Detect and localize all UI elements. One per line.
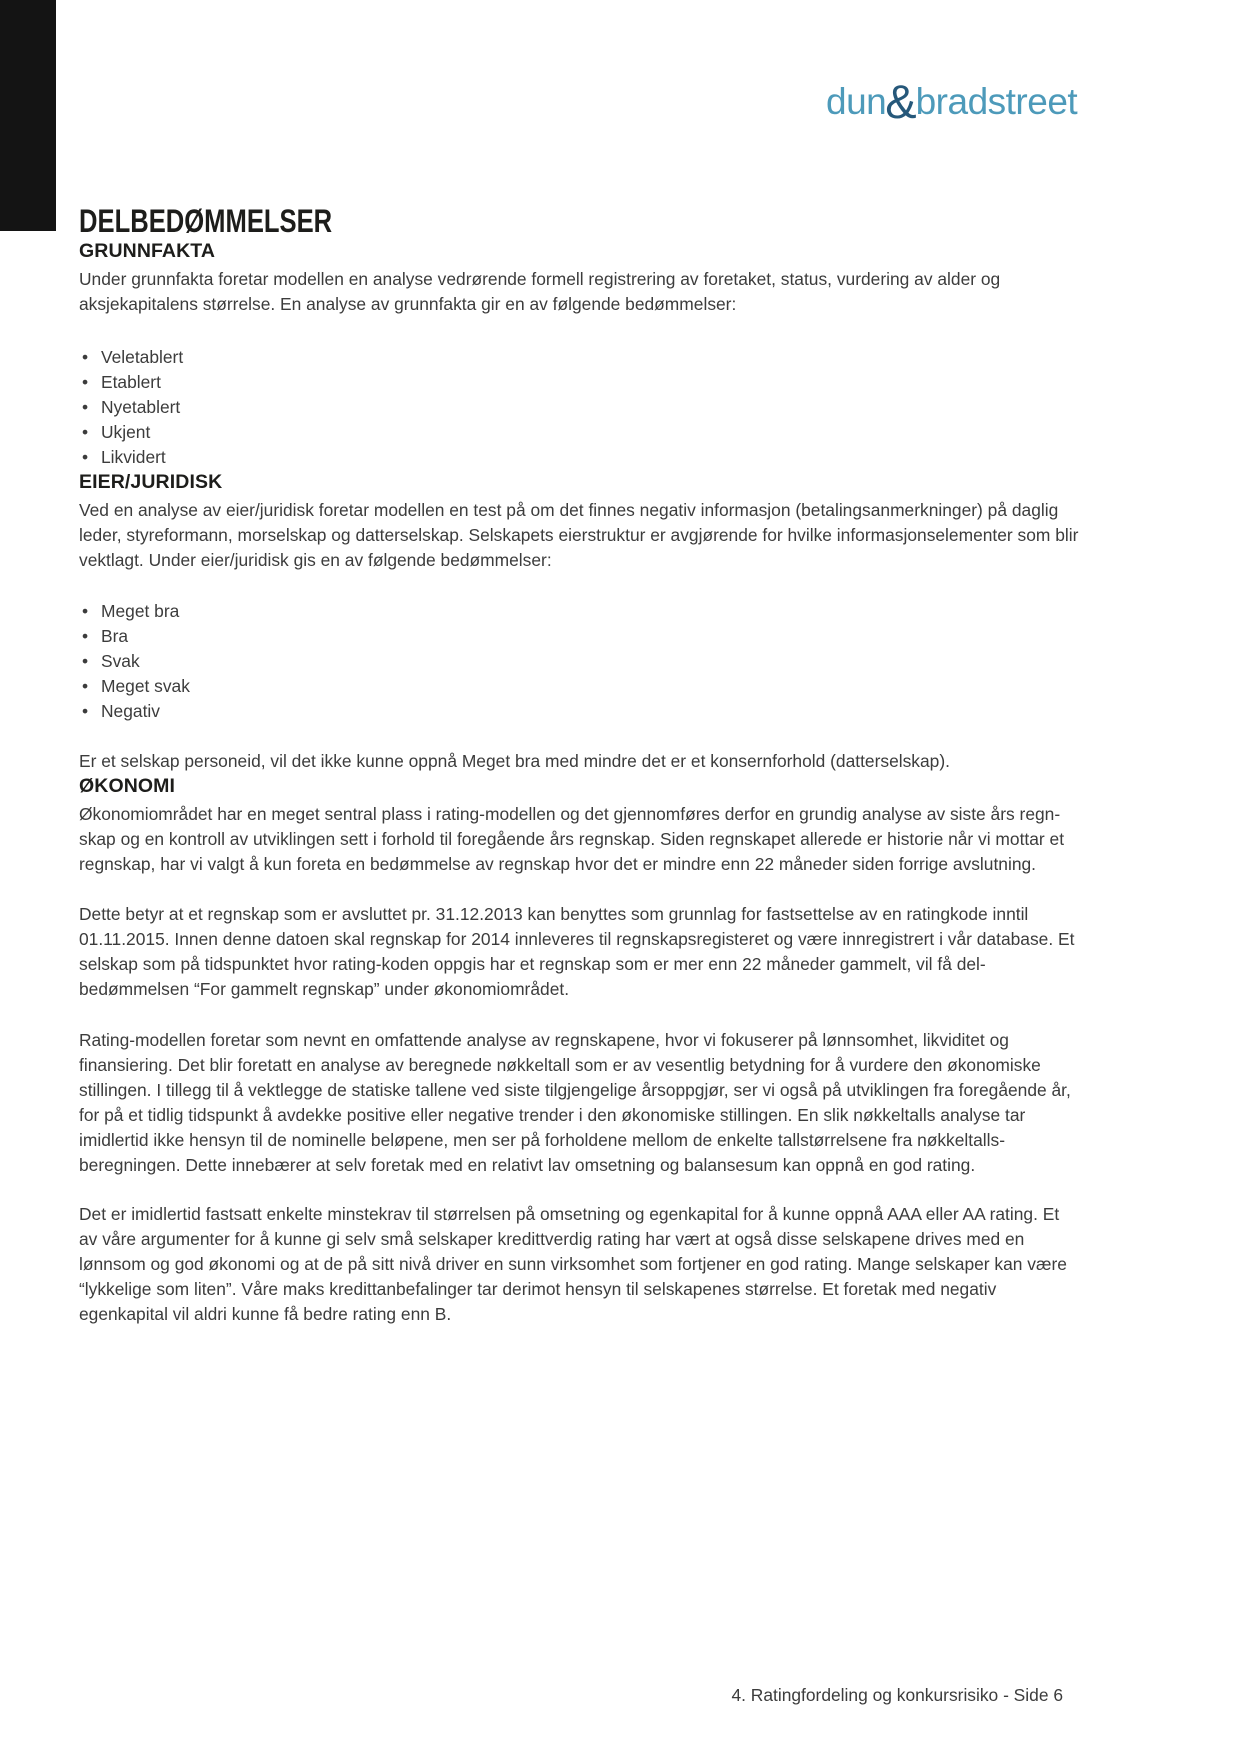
paragraph-grunnfakta: Under grunnfakta foretar modellen en analyse vedrørende formell registrering av foretaket, status, vurdering av alder og aksjekapitalens størrelse. En analyse av grunnfakta gir en av følgende bedømmelser: bbox=[79, 269, 1001, 314]
list-item: • Veletablert bbox=[79, 345, 1079, 370]
paragraph-eier-juridisk: Ved en analyse av eier/juridisk foretar modellen en test på om det finnes negativ informasjon (betalingsanmerkninger) på daglig leder, styreformann, morselskap og datterselskap. Selskapets eierstruktur er avgjørende for hvilke informasjonselementer som blir vektlagt. Under eier/juridisk gis en av følgende bedømmelser: bbox=[79, 500, 1079, 570]
list-item: • Etablert bbox=[79, 370, 1079, 395]
bullet-list-grunnfakta bbox=[79, 345, 1079, 470]
paragraph-okonomi-2: Dette betyr at et regnskap som er avsluttet pr. 31.12.2013 kan benyttes som grunnlag for fastsettelse av en ratingkode inntil 01.11.2015. Innen denne datoen skal regnskap for 2014 innleveres til regnskapsregisteret og være innregistrert i vår database. Et selskap som på tidspunktet hvor rating-koden oppgis har et regnskap som er mer enn 22 måneder gammelt, vil få del- bedømmelsen “For gammelt regnskap” under økonomiområdet. bbox=[79, 904, 1075, 999]
list-item: • Likvidert bbox=[79, 445, 1079, 470]
page-edge-tab bbox=[0, 0, 56, 231]
page-title: DELBEDØMMELSER bbox=[79, 203, 333, 239]
section-heading-grunnfakta: GRUNNFAKTA bbox=[79, 240, 216, 262]
logo-ampersand-icon: & bbox=[885, 75, 917, 128]
logo-word-bradstreet: bradstreet bbox=[915, 81, 1078, 122]
logo-word-dun: dun bbox=[826, 81, 887, 122]
list-item: • Svak bbox=[79, 649, 1079, 674]
bullet-list-eier-juridisk bbox=[79, 599, 1079, 724]
paragraph-okonomi-4: Det er imidlertid fastsatt enkelte minstekrav til størrelsen på omsetning og egenkapital for å kunne oppnå AAA eller AA rating. Et av våre argumenter for å kunne gi selv små selskaper kredittverdig rating har vært at også disse selskapene drives med en lønnsom og god økonomi og at de på sitt nivå driver en sunn virksomhet som fortjener en god rating. Mange selskaper kan være “lykkelige som liten”. Våre maks kredittanbefalinger tar derimot hensyn til selskapenes størrelse. Et foretak med negativ egenkapital vil aldri kunne få bedre rating enn B. bbox=[79, 1204, 1067, 1324]
list-item: • Nyetablert bbox=[79, 395, 1079, 420]
section-heading-eier-juridisk: EIER/JURIDISK bbox=[79, 471, 223, 493]
list-item: • Ukjent bbox=[79, 420, 1079, 445]
note-personeid: Er et selskap personeid, vil det ikke kunne oppnå Meget bra med mindre det er et konsernforhold (datterselskap). bbox=[79, 751, 950, 771]
list-item: • Meget svak bbox=[79, 674, 1079, 699]
page-content bbox=[79, 0, 1079, 1327]
paragraph-okonomi-3: Rating-modellen foretar som nevnt en omfattende analyse av regnskapene, hvor vi fokuserer på lønnsomhet, likviditet og finansiering. Det blir foretatt en analyse av beregnede nøkkeltall som er av vesentlig betydning for å vurdere den økonomiske stillingen. I tillegg til å vektlegge de statiske tallene ved siste tilgjengelige årsoppgjør, ser vi også på utviklingen fra foregående år, for på et tidlig tidspunkt å avdekke positive eller negative trender i den økonomiske stillingen. En slik nøkkeltalls analyse tar imidlertid ikke hensyn til de nominelle beløpene, men ser på forholdene mellom de enkelte tallstørrelsene fra nøkkeltalls- beregningen. Dette innebærer at selv foretak med en relativt lav omsetning og balansesum kan oppnå en god rating. bbox=[79, 1030, 1071, 1175]
list-item: • Negativ bbox=[79, 699, 1079, 724]
list-item: • Meget bra bbox=[79, 599, 1079, 624]
page-footer: 4. Ratingfordeling og konkursrisiko - Side 6 bbox=[731, 1685, 1063, 1705]
list-item: • Bra bbox=[79, 624, 1079, 649]
section-heading-okonomi: ØKONOMI bbox=[79, 775, 176, 797]
paragraph-okonomi-1: Økonomiområdet har en meget sentral plass i rating-modellen og det gjennomføres derfor en grundig analyse av siste års regn- skap og en kontroll av utviklingen sett i forhold til foregående års regnskap. Siden regnskapet allerede er historie når vi mottar et regnskap, har vi valgt å kun foreta en bedømmelse av regnskap hvor det er mindre enn 22 måneder siden forrige avslutning. bbox=[79, 804, 1065, 874]
